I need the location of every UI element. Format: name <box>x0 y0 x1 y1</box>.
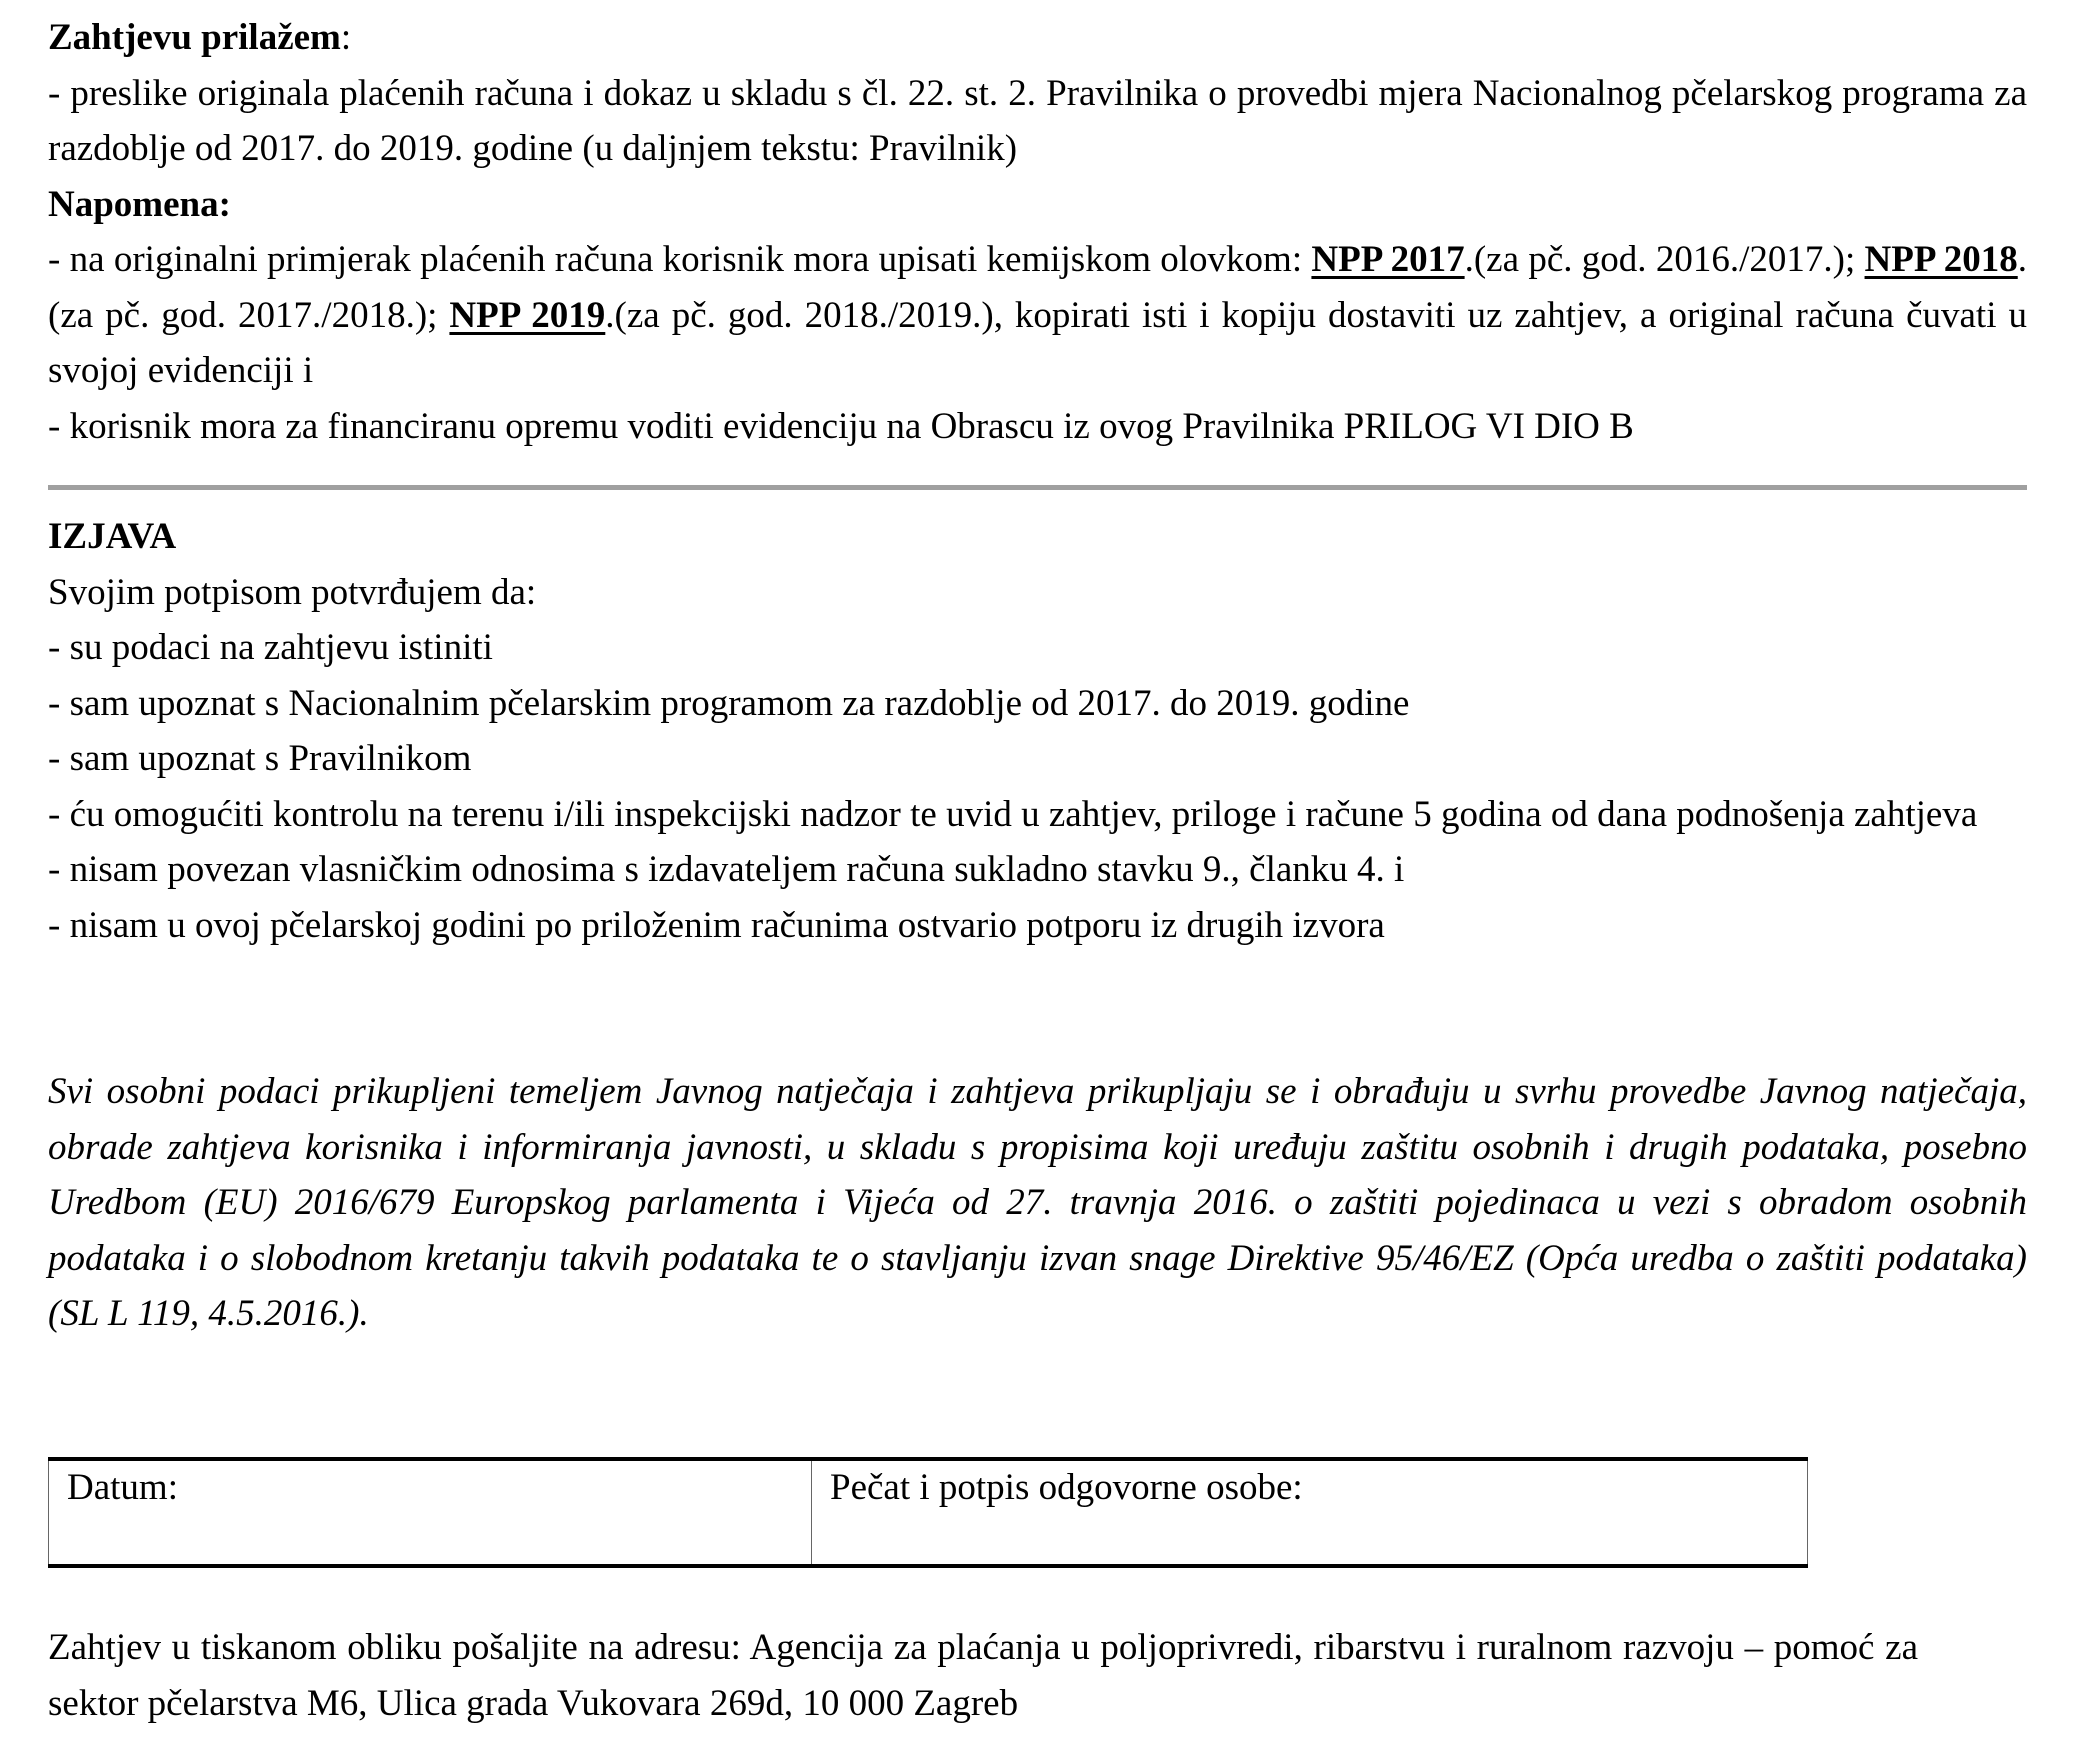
date-field[interactable] <box>49 1459 812 1566</box>
attachment-item: - preslike originala plaćenih računa i dokaz u skladu s čl. 22. st. 2. Pravilnika o provedbi mjera Nacionalnog pčelarskog programa za razdoblje od 2017. do 2019. godine (u daljnjem tekstu: Pravilnik) <box>48 72 2027 169</box>
seal-signature-label: Pečat i potpis odgovorne osobe: <box>830 1467 1303 1508</box>
statement-item: - sam upoznat s Pravilnikom <box>48 738 472 779</box>
date-label: Datum: <box>67 1467 178 1508</box>
note-heading: Napomena: <box>48 183 231 225</box>
privacy-notice: Svi osobni podaci prikupljeni temeljem Javnog natječaja i zahtjeva prikupljaju se i obrađuju u svrhu provedbe Javnog natječaja, obrade zahtjeva korisnika i informiranja javnosti, u skladu s propisima koji uređuju zaštitu osobnih i drugih podataka, posebno Uredbom (EU) 2016/679 Europskog parlamenta i Vijeća od 27. travnja 2016. o zaštiti pojedinaca u vezi s obradom osobnih podataka i o slobodnom kretanju takvih podataka te o stavljanju izvan snage Direktive 95/46/EZ (Opća uredba o zaštiti podataka) (SL L 119, 4.5.2016.). <box>48 1071 2027 1334</box>
attachments-section <box>48 10 2027 454</box>
statement-item: - ću omogućiti kontrolu na terenu i/ili inspekcijski nadzor te uvid u zahtjev, priloge i račune 5 godina od dana podnošenja zahtjeva <box>48 793 1978 835</box>
statement-item: - sam upoznat s Nacionalnim pčelarskim programom za razdoblje od 2017. do 2019. godine <box>48 682 1410 724</box>
statement-section <box>48 509 2027 953</box>
statement-item: - nisam povezan vlasničkim odnosima s izdavateljem računa sukladno stavku 9., članku 4. i <box>48 849 1405 890</box>
statement-item: - nisam u ovoj pčelarskoj godini po priloženim računima ostvario potporu iz drugih izvora <box>48 904 1385 946</box>
mailing-address: Zahtjev u tiskanom obliku pošaljite na adresu: Agencija za plaćanja u poljoprivredi, ribarstvu i ruralnom razvoju – pomoć za sektor pčelarstva M6, Ulica grada Vukovara 269d, 10 000 Zagreb <box>48 1627 1918 1724</box>
attachments-heading: Zahtjevu prilažem: <box>48 17 352 58</box>
seal-signature-field[interactable] <box>812 1459 1808 1566</box>
statement-item: - su podaci na zahtjevu istiniti <box>48 627 493 668</box>
note-item: - na originalni primjerak plaćenih računa korisnik mora upisati kemijskom olovkom: NPP 2017.(za pč. god. 2016./2017.); NPP 2018.(za pč. god. 2017./2018.); NPP 2019.(za pč. god. 2018./2019.), kopirati isti i kopiju dostaviti uz zahtjev, a original računa čuvati u svojoj evidenciji i <box>48 239 2027 391</box>
statement-heading: IZJAVA <box>48 516 177 557</box>
statement-intro: Svojim potpisom potvrđujem da: <box>48 571 537 613</box>
note-item: - korisnik mora za financiranu opremu voditi evidenciju na Obrascu iz ovog Pravilnika PRILOG VI DIO B <box>48 405 1634 447</box>
npp-2017-label: NPP 2017 <box>1311 239 1465 280</box>
section-divider <box>48 485 2027 490</box>
npp-2018-label: NPP 2018 <box>1864 239 2018 280</box>
npp-2019-label: NPP 2019 <box>449 294 606 336</box>
signature-table <box>48 1457 1808 1568</box>
